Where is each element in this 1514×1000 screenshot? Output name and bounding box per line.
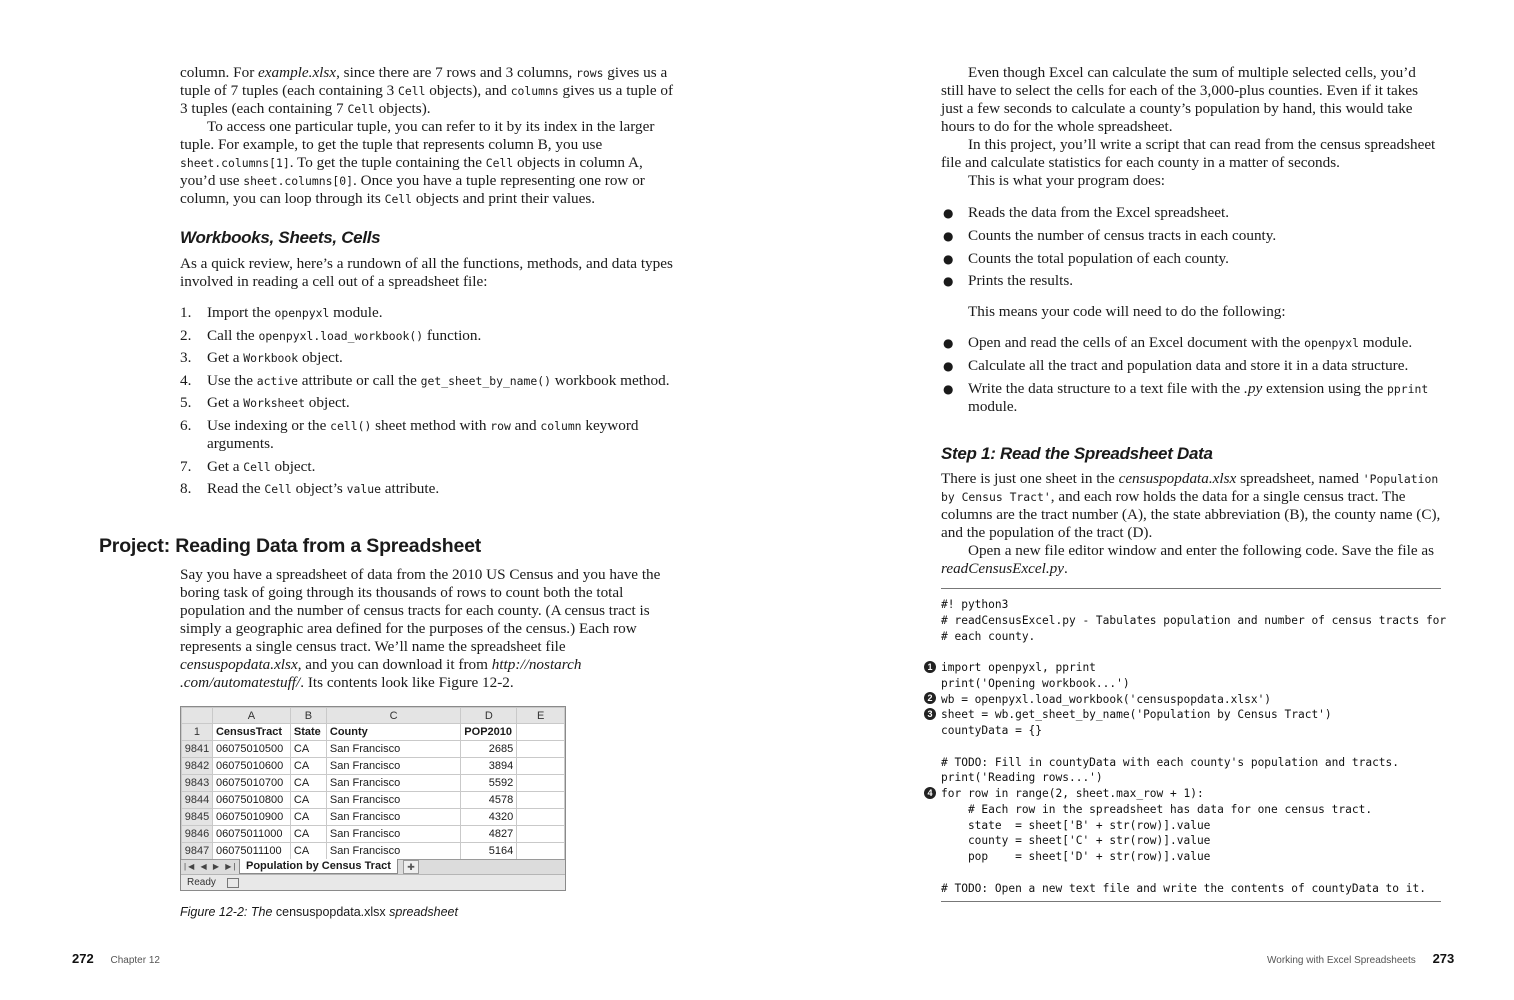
program-steps-list [941,204,1441,295]
code-line: # TODO: Fill in countyData with each county's population and tracts. [941,755,1400,769]
text-run: objects in column A, you’d use [180,154,643,189]
code-line: for row in range(2, sheet.max_row + 1): [941,787,1204,800]
bullet-text: Reads the data from the Excel spreadsheet. [968,204,1230,221]
text-run: and [510,416,541,434]
text-run: Import the [207,304,275,321]
step-number: 5. [180,394,192,412]
sheet-tab[interactable]: Population by Census Tract [239,859,398,874]
bullet-icon: ● [943,358,954,373]
insert-sheet-icon[interactable]: ✚ [403,860,419,874]
table-cell[interactable]: San Francisco [326,826,460,843]
text-run: , and each row holds the data for a single census tract. The columns are the tract number (A), the state abbreviation (B), the county name (C), and the population of the tract (D). [941,488,1441,541]
text-run: , and you can download it from [297,656,492,673]
table-cell[interactable]: 06075011100 [212,843,290,860]
bullet-icon: ● [943,228,954,243]
row-header[interactable]: 9847 [182,843,213,860]
table-row [182,741,565,758]
text-run: spreadsheet [385,905,458,919]
inline-code: Cell [384,192,413,206]
inline-code: columns [510,84,559,98]
text-run: There is just one sheet in the [941,470,1119,487]
table-cell[interactable]: 5164 [461,843,517,860]
column-header[interactable]: A [212,708,290,724]
inline-code: openpyxl [274,306,330,320]
text-run: sheet method with [371,416,491,434]
intro-paragraph-2 [180,118,677,208]
macro-record-icon[interactable] [227,878,239,888]
step-number: 3. [180,349,192,367]
callout-4-icon: 4 [924,787,936,799]
bullet-text [968,334,1412,351]
bullet-item [941,272,1441,290]
sheet-tab-bar [181,859,565,874]
steps-list [180,304,680,503]
table-cell[interactable]: 06075010800 [212,792,290,809]
page-number: 272 [72,951,94,966]
paragraph-code-needs: This means your code will need to do the following: [968,303,1286,320]
intro-paragraph-1 [180,64,677,118]
table-row [182,792,565,809]
emphasis-text: http://nostarch .com/automatestuff/ [180,656,582,691]
bullet-item [941,227,1441,245]
table-cell[interactable]: 3894 [461,758,517,775]
table-cell[interactable]: CA [290,843,326,860]
inline-code: Cell [485,156,514,170]
bullet-icon: ● [943,251,954,266]
text-run: module. [1359,334,1413,351]
table-row [182,758,565,775]
text-run: Get a [207,457,244,475]
table-cell[interactable]: San Francisco [326,809,460,826]
inline-code: Cell [243,459,271,474]
text-run: . Its contents look like Figure 12-2. [300,674,514,691]
step-heading: Step 1: Read the Spreadsheet Data [941,444,1213,463]
callout-1-icon: 1 [924,661,936,673]
spreadsheet-figure [180,706,566,891]
figure-caption [180,905,458,919]
needs-intro [941,303,1441,321]
inline-code: Cell [264,482,292,497]
table-cell[interactable]: 06075010700 [212,775,290,792]
step-text [207,304,383,321]
step-number: 6. [180,416,192,434]
text-run: attribute. [380,480,440,498]
page-number: 273 [1432,951,1455,966]
code-line: #! python3 [941,598,1009,611]
text-run: objects), and [425,82,511,99]
text-run: object. [270,457,316,475]
column-header[interactable]: B [290,708,326,724]
chapter-label: Chapter 12 [110,955,160,966]
paragraph-program-does: This is what your program does: [968,172,1165,189]
bullet-item [941,357,1445,375]
bullet-text [968,357,1408,374]
table-cell[interactable] [517,724,565,741]
step-item [180,349,680,367]
table-cell[interactable]: 4320 [461,809,517,826]
section-heading: Workbooks, Sheets, Cells [180,228,381,247]
step-text [207,458,315,475]
paragraph-excel-sum: Even though Excel can calculate the sum of multiple selected cells, you’d still have to select the cells for each of the 3,000-plus counties. Even if it takes just a few seconds to calculate a county’s population by hand, this would take hours to do for the whole spreadsheet. [941,64,1418,135]
text-run: attribute or call the [297,371,421,389]
bullet-text [968,380,1428,415]
text-run: object. [305,394,350,412]
inline-code: value [346,482,381,497]
inline-code: column [540,418,582,433]
table-row [182,826,565,843]
row-header[interactable]: 9842 [182,758,213,775]
table-cell[interactable]: 06075010600 [212,758,290,775]
left-footer [72,951,160,966]
step-number: 1. [180,304,192,321]
column-header[interactable]: C [326,708,460,724]
text-run: objects and print their values. [412,190,596,207]
table-cell[interactable]: CA [290,826,326,843]
right-footer [1267,951,1454,966]
inline-code: rows [576,66,604,80]
book-section-label: Working with Excel Spreadsheets [1267,955,1416,966]
table-cell[interactable]: CA [290,775,326,792]
column-header[interactable]: E [517,708,565,724]
paragraph-project-goal: In this project, you’ll write a script that can read from the census spreadsheet file and calculate statistics for each county in a matter of seconds. [941,136,1436,171]
paragraph-save-file [941,542,1441,578]
table-row [182,809,565,826]
table-cell[interactable]: County [326,724,460,741]
inline-code: row [490,418,511,433]
text-run: . [1064,560,1068,577]
filename-text: censuspopdata.xlsx [275,905,386,919]
text-run: . Once you have a tuple representing one row or column, you can loop through its [180,172,645,207]
table-cell[interactable]: San Francisco [326,775,460,792]
table-cell[interactable]: San Francisco [326,758,460,775]
emphasis-text: readCensusExcel.py [941,560,1065,577]
table-cell[interactable]: San Francisco [326,741,460,758]
code-line [941,644,1446,660]
step-text [207,394,350,411]
emphasis-text: .py [1244,379,1263,397]
step-number: 2. [180,326,192,344]
table-cell[interactable]: 06075010900 [212,809,290,826]
inline-code: sheet.columns[1] [180,156,290,170]
bullet-item [941,334,1445,352]
inline-code: Cell [347,102,375,116]
bullet-item [941,250,1441,268]
text-run: Say you have a spreadsheet of data from the 2010 US Census and you have the boring task of going through its thousands of rows to count both the total population and the number of census tracts for each county. (A census tract is simply a geographic area defined for the purposes of the census.) Each row represents a single census tract. We’ll name the spreadsheet file [180,566,661,655]
text-run: , since there are 7 rows and 3 columns, [336,64,577,81]
code-line: # readCensusExcel.py - Tabulates population and number of census tracts for [941,613,1447,627]
step-item [180,480,680,498]
code-line: countyData = {} [941,724,1043,737]
text-run: object. [298,349,343,367]
table-cell[interactable] [517,843,565,860]
code-listing [941,597,1446,896]
bullet-icon: ● [943,206,954,220]
inline-code: Cell [398,84,426,98]
code-line: # TODO: Open a new text file and write the contents of countyData to it. [941,881,1426,895]
emphasis-text: example.xlsx [258,64,337,81]
code-line: sheet = wb.get_sheet_by_name('Population by Census Tract') [941,708,1332,722]
table-row [182,843,565,860]
table-cell[interactable] [517,758,565,775]
bullet-item [941,380,1445,416]
inline-code: openpyxl [1304,336,1359,350]
table-cell[interactable]: POP2010 [461,724,517,741]
table-cell[interactable]: 4827 [461,826,517,843]
table-cell[interactable] [517,775,565,792]
project-section [180,566,670,692]
code-line: wb = openpyxl.load_workbook('censuspopdata.xlsx') [941,692,1272,706]
text-run: extension using the [1262,379,1388,397]
project-paragraph [180,566,670,692]
text-run: Get a [207,349,244,367]
text-run: Figure 12-2: The [180,905,276,919]
text-run: Get a [207,394,244,412]
emphasis-text: censuspopdata.xlsx [180,656,298,673]
code-top-rule [941,588,1441,589]
emphasis-text: censuspopdata.xlsx [1118,470,1237,487]
inline-code: Workbook [243,351,299,366]
inline-code: cell() [330,418,372,433]
row-header[interactable]: 9843 [182,775,213,792]
inline-code: 'Population by Census Tract' [941,472,1439,504]
step-text [207,349,343,366]
text-run: object’s [291,480,347,498]
paragraph-sheet-description [941,470,1441,542]
inline-code: active [256,373,298,388]
step-item [180,394,680,412]
column-header-row [182,708,565,724]
code-line: import openpyxl, pprint [941,661,1096,674]
code-line: # each county. [941,629,1036,643]
status-bar [181,874,565,891]
step-number: 7. [180,457,192,475]
text-run: column. For [180,64,259,81]
table-cell[interactable] [517,741,565,758]
step-item [180,304,680,322]
text-run: objects). [374,100,431,117]
code-needs-list [941,334,1445,420]
text-run: To access one particular tuple, you can refer to it by its index in the larger tuple. For example, to get the tuple that represents column B, you use [180,118,655,153]
text-run: Use indexing or the [207,416,331,434]
step-item [180,372,680,390]
step-item [180,417,680,453]
text-run: gives us a tuple of 7 tuples (each containing 3 [180,64,668,99]
inline-code: sheet.columns[0] [243,174,354,188]
text-run: gives us a tuple of 3 tuples (each containing 7 [180,82,674,117]
inline-code: pprint [1387,381,1429,396]
text-run: Open a new file editor window and enter the following code. Save the file as [968,542,1435,559]
step-item [180,327,680,345]
callout-3-icon: 3 [924,708,936,720]
callout-2-icon: 2 [924,692,936,704]
text-run: module. [968,397,1018,415]
code-line: # Each row in the spreadsheet has data for one census tract. [941,802,1373,816]
step-section [941,470,1441,578]
right-intro [941,64,1441,190]
bullet-item [941,204,1441,222]
table-cell[interactable]: San Francisco [326,792,460,809]
spreadsheet-grid [181,707,565,860]
text-run: workbook method. [550,371,670,389]
bullet-text: Prints the results. [968,272,1074,290]
inline-code: Worksheet [243,396,305,411]
table-cell[interactable]: 5592 [461,775,517,792]
bullet-text: Counts the number of census tracts in each county. [968,226,1277,244]
code-line: print('Opening workbook...') [941,676,1130,690]
table-row [182,775,565,792]
code-line: state = sheet['B' + str(row)].value [941,818,1211,832]
table-cell[interactable]: CA [290,809,326,826]
code-line: print('Reading rows...') [941,771,1103,785]
select-all-corner[interactable] [182,708,213,724]
step-text [207,327,481,344]
table-cell[interactable]: CA [290,792,326,809]
column-header[interactable]: D [461,708,517,724]
bullet-icon: ● [943,336,954,350]
step-number: 8. [180,480,192,498]
table-cell[interactable] [517,809,565,826]
text-run: Calculate all the tract and population data and store it in a data structure. [968,356,1409,374]
table-cell[interactable]: CensusTract [212,724,290,741]
table-cell[interactable]: State [290,724,326,741]
text-run: . To get the tuple containing the [289,154,486,171]
bullet-text: Counts the total population of each county. [968,249,1229,267]
step-number: 4. [180,371,192,389]
table-cell[interactable]: San Francisco [326,843,460,860]
table-cell[interactable]: 06075011000 [212,826,290,843]
row-header[interactable]: 9844 [182,792,213,809]
sheet-navigation-arrows[interactable]: |◀ ◀ ▶ ▶| [184,862,238,871]
table-cell[interactable]: 4578 [461,792,517,809]
table-cell[interactable]: CA [290,758,326,775]
row-header[interactable]: 1 [182,724,213,741]
intro-section [180,64,677,208]
text-run: keyword arguments. [207,416,639,452]
project-heading: Project: Reading Data from a Spreadsheet [99,535,482,557]
table-cell[interactable]: 2685 [461,741,517,758]
text-run: Open and read the cells of an Excel document with the [968,334,1305,351]
table-row [182,724,565,741]
inline-code: openpyxl.load_workbook() [258,328,424,343]
text-run: spreadsheet, named [1236,470,1363,487]
text-run: module. [329,304,383,321]
text-run: function. [423,326,482,344]
text-run: Write the data structure to a text file with the [968,379,1245,397]
text-run: Read the [207,480,265,498]
text-run: Use the [207,371,257,389]
table-cell[interactable] [517,826,565,843]
row-header[interactable]: 9845 [182,809,213,826]
inline-code: get_sheet_by_name() [420,373,551,388]
code-line: pop = sheet['D' + str(row)].value [941,850,1211,863]
code-bottom-rule [941,901,1441,902]
code-line [941,865,1446,881]
step-text [207,417,639,452]
status-text: Ready [187,877,216,888]
text-run: Call the [207,326,259,344]
table-cell[interactable] [517,792,565,809]
step-item [180,458,680,476]
review-paragraph: As a quick review, here’s a rundown of all the functions, methods, and data types involved in reading a cell out of a spreadsheet file: [180,255,673,290]
table-cell[interactable]: 06075010500 [212,741,290,758]
table-cell[interactable]: CA [290,741,326,758]
code-line [941,739,1446,755]
review-section [180,255,677,291]
step-text [207,480,439,497]
row-header[interactable]: 9841 [182,741,213,758]
step-text [207,372,670,389]
code-line: county = sheet['C' + str(row)].value [941,834,1211,848]
bullet-icon: ● [943,381,954,396]
row-header[interactable]: 9846 [182,826,213,843]
bullet-icon: ● [943,274,954,289]
